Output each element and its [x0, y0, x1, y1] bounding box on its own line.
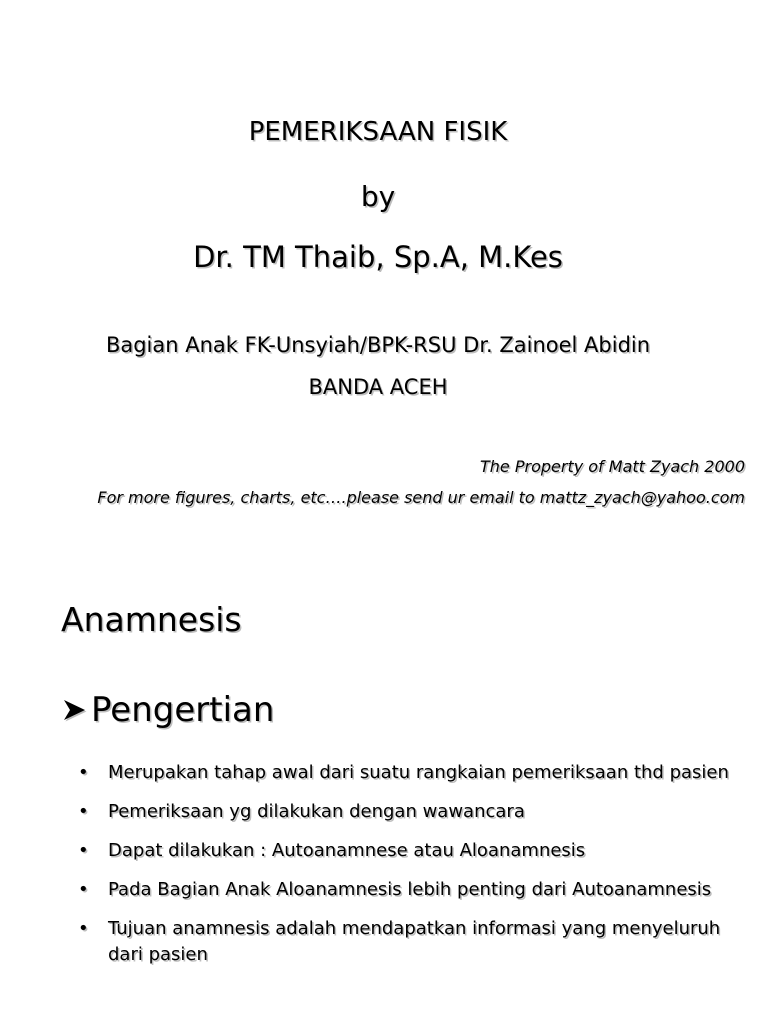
affiliation: Bagian Anak FK-Unsyiah/BPK-RSU Dr. Zainoel Abidin	[105, 333, 651, 357]
bullet-icon: •	[78, 840, 89, 861]
list-item	[76, 916, 736, 968]
contact-note: For more figures, charts, etc….please send ur email to mattz_zyach@yahoo.com	[97, 488, 745, 507]
property-credit: The Property of Matt Zyach 2000	[480, 457, 745, 476]
bullet-icon: •	[78, 879, 89, 900]
by-line: by	[360, 180, 396, 213]
city: BANDA ACEH	[308, 375, 448, 399]
list-item-text: Merupakan tahap awal dari suatu rangkaian pemeriksaan thd pasien	[108, 762, 729, 783]
bullet-list	[76, 760, 736, 981]
section-heading: Anamnesis	[61, 600, 242, 639]
list-item	[76, 760, 736, 786]
content-slide	[0, 560, 768, 1024]
list-item	[76, 799, 736, 825]
subsection-heading-label: Pengertian	[91, 690, 275, 730]
slide-title: PEMERIKSAAN FISIK	[248, 117, 508, 147]
list-item	[76, 877, 736, 903]
subsection-heading	[61, 690, 274, 730]
bullet-icon: •	[78, 762, 89, 783]
list-item-text: Pada Bagian Anak Aloanamnesis lebih penting dari Autoanamnesis	[108, 879, 712, 900]
list-item-text: Pemeriksaan yg dilakukan dengan wawancara	[108, 801, 525, 822]
list-item-text: Tujuan anamnesis adalah mendapatkan informasi yang menyeluruh dari pasien	[108, 918, 721, 965]
author-name: Dr. TM Thaib, Sp.A, M.Kes	[193, 240, 563, 274]
list-item	[76, 838, 736, 864]
arrow-bullet-icon	[61, 695, 87, 725]
list-item-text: Dapat dilakukan : Autoanamnese atau Aloanamnesis	[108, 840, 586, 861]
bullet-icon: •	[78, 801, 89, 822]
bullet-icon: •	[78, 918, 89, 939]
